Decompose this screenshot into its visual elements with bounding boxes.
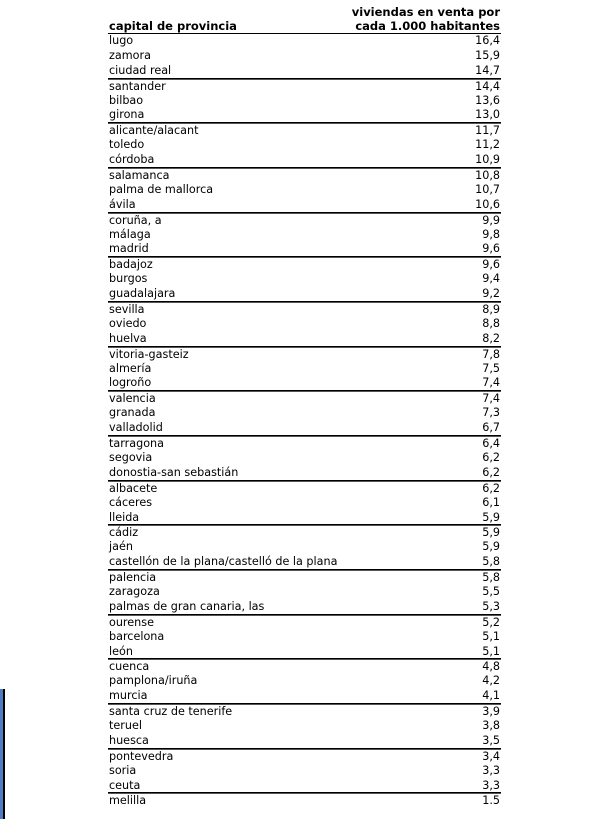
header-capital-de-provincia: capital de provincia (109, 19, 237, 33)
housing-value: 6,1 (482, 495, 500, 509)
city-name: córdoba (109, 153, 155, 167)
table-row (108, 272, 501, 287)
housing-value: 5,8 (482, 571, 500, 585)
city-name: ciudad real (109, 63, 172, 77)
table-row (108, 153, 501, 168)
table-row (108, 168, 501, 183)
housing-value: 9,2 (482, 287, 500, 301)
housing-value: 3,8 (482, 718, 500, 732)
city-name: badajoz (109, 258, 153, 272)
city-name: salamanca (109, 169, 170, 183)
table-row (108, 734, 501, 749)
table-row (108, 525, 501, 540)
housing-value: 6,2 (482, 465, 500, 479)
city-name: málaga (109, 227, 151, 241)
table-row (108, 749, 501, 764)
city-name: cádiz (109, 526, 139, 540)
housing-value: 10,9 (475, 153, 500, 167)
table-row (108, 94, 501, 109)
table-row (108, 64, 501, 79)
housing-value: 5,5 (482, 584, 500, 598)
city-name: bilbao (109, 93, 144, 107)
table-row (108, 689, 501, 704)
table-row (108, 79, 501, 94)
housing-value: 10,6 (475, 197, 500, 211)
housing-value: 4,1 (482, 689, 500, 703)
city-name: logroño (109, 376, 152, 390)
city-name: jaén (109, 540, 133, 554)
city-name: vitoria-gasteiz (109, 347, 189, 361)
table-row (108, 600, 501, 615)
table-row (108, 213, 501, 228)
table-header (108, 0, 501, 34)
housing-value: 9,9 (482, 213, 500, 227)
table-row (108, 183, 501, 198)
housing-value: 4,2 (482, 674, 500, 688)
housing-value: 5,9 (482, 510, 500, 524)
table-row (108, 34, 501, 49)
city-name: guadalajara (109, 287, 176, 301)
table-row (108, 674, 501, 689)
housing-value: 11,2 (475, 138, 500, 152)
table-row (108, 362, 501, 377)
table-row (108, 779, 501, 794)
header-line-1: viviendas en venta por (351, 5, 500, 19)
city-name: palencia (109, 571, 157, 585)
table-row (108, 317, 501, 332)
city-name: burgos (109, 272, 148, 286)
city-name: girona (109, 108, 145, 122)
housing-value: 3,9 (482, 705, 500, 719)
city-name: zaragoza (109, 584, 160, 598)
table-row (108, 451, 501, 466)
city-name: ourense (109, 615, 154, 629)
city-name: barcelona (109, 629, 165, 643)
table-row (108, 466, 501, 481)
housing-value: 5,1 (482, 629, 500, 643)
housing-value: 13,0 (475, 108, 500, 122)
housing-value: 9,4 (482, 272, 500, 286)
table-row (108, 511, 501, 526)
table-row (108, 630, 501, 645)
table-row (108, 391, 501, 406)
housing-value: 11,7 (475, 124, 500, 138)
housing-value: 7,4 (482, 392, 500, 406)
housing-value: 9,8 (482, 227, 500, 241)
housing-value: 5,2 (482, 615, 500, 629)
table-row (108, 406, 501, 421)
city-name: palma de mallorca (109, 182, 214, 196)
city-name: ávila (109, 197, 136, 211)
city-name: león (109, 644, 133, 658)
table-row (108, 540, 501, 555)
housing-value: 8,8 (482, 316, 500, 330)
housing-value: 7,4 (482, 376, 500, 390)
table-row (108, 659, 501, 674)
table-row (108, 376, 501, 391)
city-name: almería (109, 361, 152, 375)
city-name: oviedo (109, 316, 147, 330)
city-name: toledo (109, 138, 145, 152)
table-row (108, 496, 501, 511)
city-name: lugo (109, 34, 134, 47)
table-row (108, 242, 501, 257)
left-edge-bar (0, 689, 5, 819)
housing-value: 8,9 (482, 303, 500, 317)
housing-value: 10,8 (475, 169, 500, 183)
city-name: castellón de la plana/castelló de la plana (109, 555, 338, 569)
housing-table (108, 0, 501, 808)
city-name: pamplona/iruña (109, 674, 198, 688)
housing-value: 3,5 (482, 733, 500, 747)
table-row (108, 570, 501, 585)
table-row (108, 49, 501, 64)
city-name: lleida (109, 510, 140, 524)
city-name: teruel (109, 718, 142, 732)
housing-value: 5,9 (482, 526, 500, 540)
city-name: donostia-san sebastián (109, 465, 239, 479)
city-name: albacete (109, 481, 158, 495)
table-row (108, 645, 501, 660)
table-row (108, 481, 501, 496)
city-name: valencia (109, 392, 156, 406)
housing-value: 5,1 (482, 644, 500, 658)
city-name: melilla (109, 794, 147, 808)
city-name: tarragona (109, 437, 164, 451)
housing-value: 7,3 (482, 406, 500, 420)
housing-value: 14,7 (475, 63, 500, 77)
table-row (108, 287, 501, 302)
city-name: santander (109, 79, 166, 93)
housing-value: 1.5 (482, 794, 500, 808)
table-row (108, 108, 501, 123)
housing-value: 9,6 (482, 242, 500, 256)
housing-value: 8,2 (482, 331, 500, 345)
housing-value: 4,8 (482, 660, 500, 674)
table-row (108, 719, 501, 734)
housing-value: 5,3 (482, 599, 500, 613)
city-name: murcia (109, 689, 148, 703)
housing-value: 5,8 (482, 555, 500, 569)
housing-value: 6,4 (482, 437, 500, 451)
housing-value: 3,3 (482, 778, 500, 792)
city-name: cáceres (109, 495, 153, 509)
housing-value: 7,5 (482, 361, 500, 375)
city-name: zamora (109, 48, 151, 62)
housing-value: 6,7 (482, 421, 500, 435)
table-row (108, 332, 501, 347)
table-row (108, 198, 501, 213)
header-line-2: cada 1.000 habitantes (355, 19, 500, 33)
housing-value: 6,2 (482, 481, 500, 495)
city-name: huesca (109, 733, 149, 747)
housing-value: 9,6 (482, 258, 500, 272)
table-row (108, 615, 501, 630)
table-row (108, 436, 501, 451)
city-name: cuenca (109, 660, 150, 674)
table-row (108, 257, 501, 272)
table-row (108, 138, 501, 153)
city-name: coruña, a (109, 213, 162, 227)
city-name: madrid (109, 242, 149, 256)
housing-value: 13,6 (475, 93, 500, 107)
housing-value: 5,9 (482, 540, 500, 554)
table-row (108, 347, 501, 362)
table-row (108, 555, 501, 570)
city-name: huelva (109, 331, 147, 345)
table-body (108, 34, 501, 808)
table-row (108, 764, 501, 779)
housing-value: 15,9 (475, 48, 500, 62)
table-row (108, 421, 501, 436)
housing-value: 14,4 (475, 79, 500, 93)
city-name: granada (109, 406, 156, 420)
table-row (108, 123, 501, 138)
housing-value: 7,8 (482, 347, 500, 361)
table-row (108, 228, 501, 243)
table-row (108, 585, 501, 600)
housing-value: 3,3 (482, 763, 500, 777)
city-name: pontevedra (109, 749, 174, 763)
city-name: palmas de gran canaria, las (109, 599, 265, 613)
city-name: alicante/alacant (109, 124, 199, 138)
table-row (108, 704, 501, 719)
city-name: segovia (109, 450, 153, 464)
housing-value: 6,2 (482, 450, 500, 464)
city-name: valladolid (109, 421, 163, 435)
table-row (108, 302, 501, 317)
housing-value: 16,4 (475, 34, 500, 47)
city-name: santa cruz de tenerife (109, 705, 233, 719)
table-row (108, 793, 501, 808)
city-name: ceuta (109, 778, 141, 792)
city-name: sevilla (109, 303, 145, 317)
housing-value: 3,4 (482, 749, 500, 763)
housing-value: 10,7 (475, 182, 500, 196)
city-name: soria (109, 763, 137, 777)
header-viviendas-por-1000 (352, 5, 500, 33)
